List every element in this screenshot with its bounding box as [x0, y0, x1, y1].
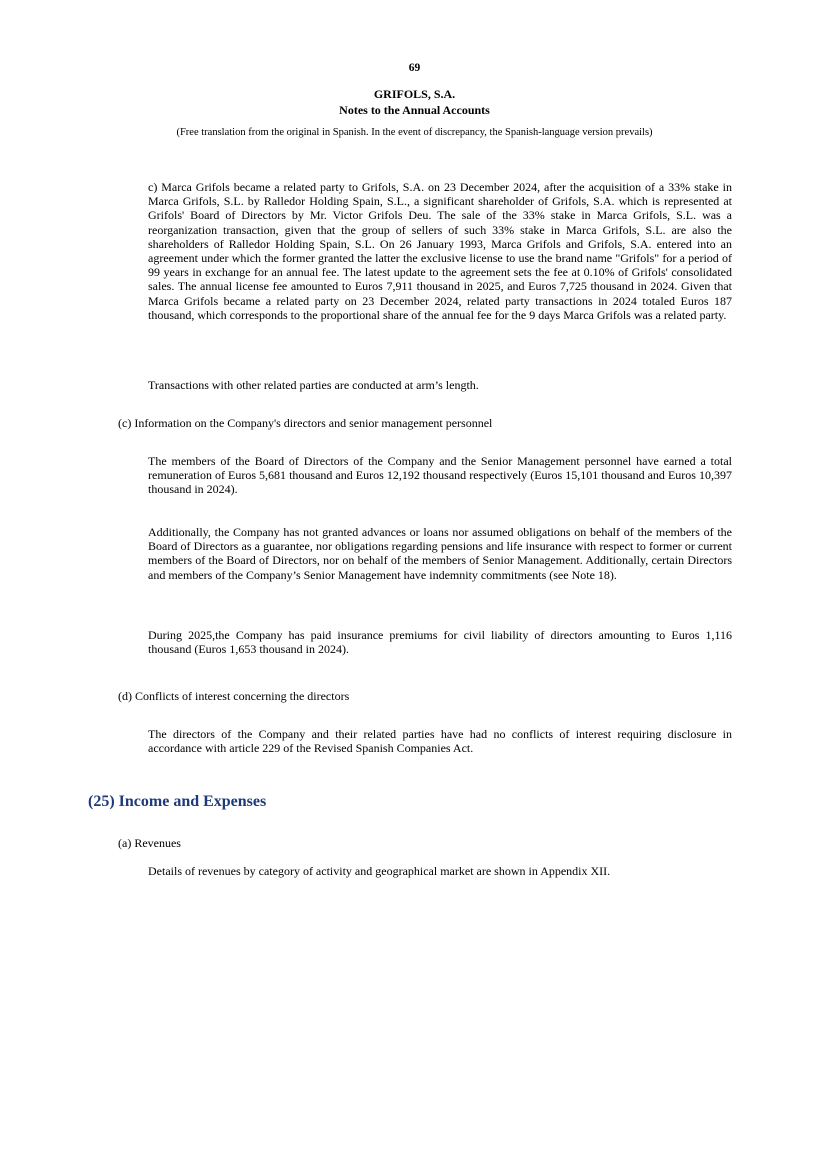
paragraph-remuneration: The members of the Board of Directors of the Company and the Senior Management personnel have earned a total remuneration of Euros 5,681 thousand and Euros 12,192 thousand respectively (Euros 15,101 thousand and Euros 10,397 thousand in 2024).	[148, 454, 732, 497]
paragraph-insurance: During 2025,the Company has paid insurance premiums for civil liability of directors amounting to Euros 1,116 thousand (Euros 1,653 thousand in 2024).	[148, 628, 732, 657]
paragraph-conflicts: The directors of the Company and their related parties have had no conflicts of interest requiring disclosure in accordance with article 229 of the Revised Spanish Companies Act.	[148, 727, 732, 756]
subheading-directors-info: (c) Information on the Company's directors and senior management personnel	[118, 416, 493, 430]
document-title: Notes to the Annual Accounts	[339, 103, 490, 117]
company-name: GRIFOLS, S.A.	[373, 87, 456, 101]
section-heading-income-expenses: (25) Income and Expenses	[88, 793, 267, 810]
translation-note: (Free translation from the original in Spanish. In the event of discrepancy, the Spanish-language version prevails)	[176, 127, 653, 138]
paragraph-revenues: Details of revenues by category of activity and geographical market are shown in Appendix XII.	[148, 864, 611, 878]
paragraph-arms-length: Transactions with other related parties are conducted at arm’s length.	[148, 378, 479, 392]
paragraph-marca-grifols: c) Marca Grifols became a related party to Grifols, S.A. on 23 December 2024, after the acquisition of a 33% stake in Marca Grifols, S.L. by Ralledor Holding Spain, S.L., a significant shareholder of Grifols, S.A. which is represented at Grifols' Board of Directors by Mr. Victor Grifols Deu. The sale of the 33% stake in Marca Grifols, S.L. was a reorganization transaction, given that the group of sellers of such 33% stake in Marca Grifols, S.L. are also the shareholders of Ralledor Holding Spain, S.L. On 26 January 1993, Marca Grifols and Grifols, S.A. entered into an agreement under which the former granted the latter the exclusive license to use the brand name "Grifols" for a period of 99 years in exchange for an annual fee. The latest update to the agreement sets the fee at 0.10% of Grifols' consolidated sales. The annual license fee amounted to Euros 7,911 thousand in 2025, and Euros 7,725 thousand in 2024. Given that Marca Grifols became a related party on 23 December 2024, related party transactions in 2024 totaled Euros 187 thousand, which corresponds to the proportional share of the annual fee for the 9 days Marca Grifols was a related party.	[148, 180, 732, 322]
subheading-conflicts: (d) Conflicts of interest concerning the directors	[118, 689, 350, 703]
paragraph-advances: Additionally, the Company has not granted advances or loans nor assumed obligations on behalf of the members of the Board of Directors as a guarantee, nor obligations regarding pensions and life insurance with respect to former or current members of the Board of Directors, nor on behalf of the members of Senior Management. Additionally, certain Directors and members of the Company’s Senior Management have indemnity commitments (see Note 18).	[148, 525, 732, 582]
subheading-revenues: (a) Revenues	[118, 836, 181, 850]
page-number: 69	[408, 62, 421, 74]
